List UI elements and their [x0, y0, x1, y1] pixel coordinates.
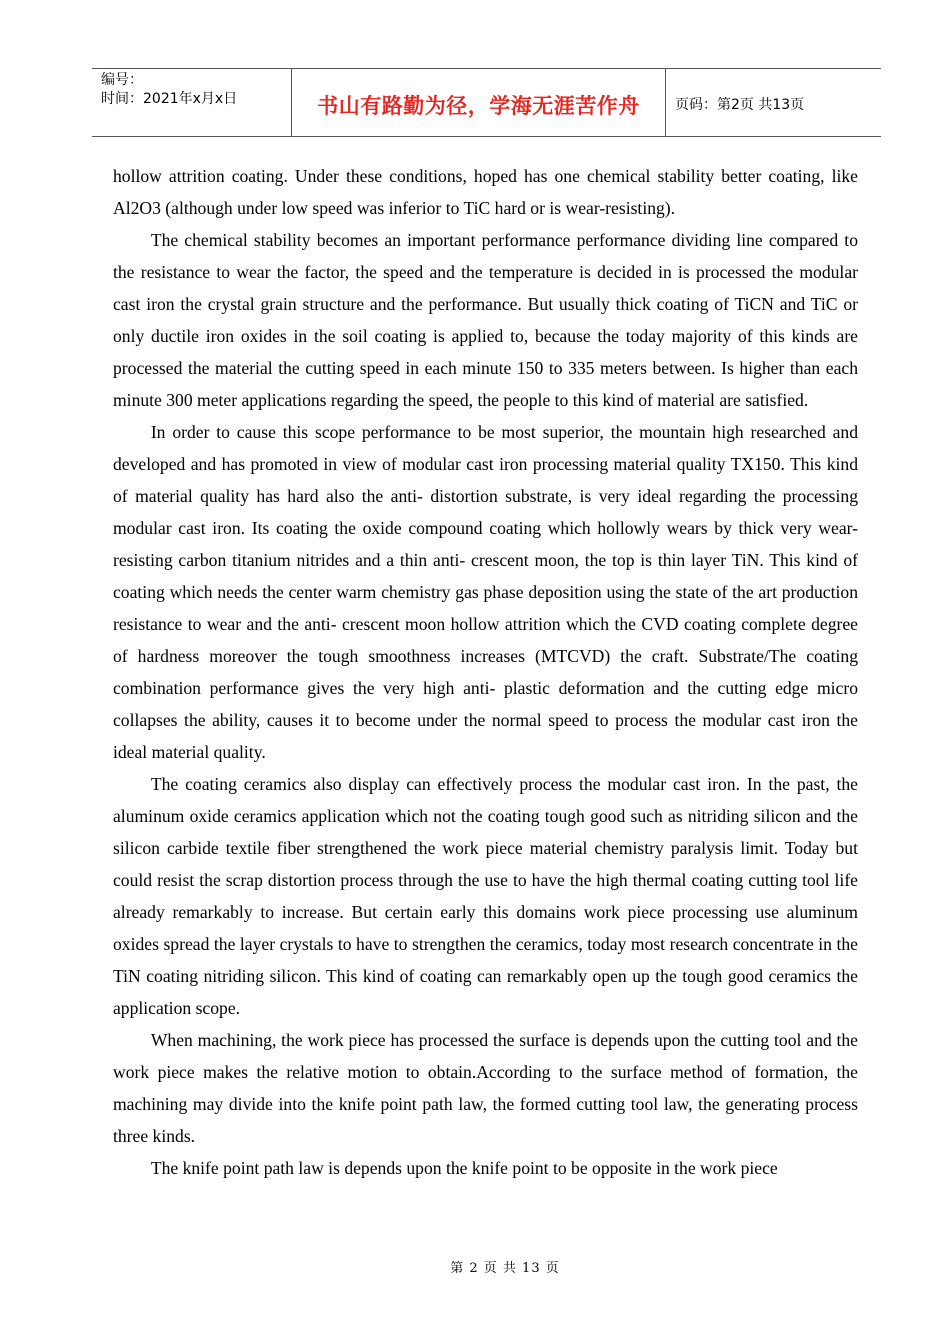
- header-meta-cell: [92, 69, 292, 136]
- page-footer: 第 2 页 共 13 页: [450, 1261, 560, 1276]
- paragraph: When machining, the work piece has processed the surface is depends upon the cutting tool and the work piece makes the relative motion to obtain.According to the surface method of formation, the machining may divide into the knife point path law, the formed cutting tool law, the generating process three kinds.: [113, 1030, 858, 1146]
- paragraph: The knife point path law is depends upon the knife point to be opposite in the work piece: [150, 1158, 778, 1178]
- paragraph: The chemical stability becomes an important performance performance dividing line compared to the resistance to wear the factor, the speed and the temperature is decided in is processed the modular cast iron the crystal grain structure and the performance. But usually thick coating of TiCN and TiC or only ductile iron oxides in the soil coating is applied to, because the today majority of this kinds are processed the material the cutting speed in each minute 150 to 335 meters between. Is higher than each minute 300 meter applications regarding the speed, the people to this kind of material are satisfied.: [113, 230, 858, 410]
- paragraph: In order to cause this scope performance to be most superior, the mountain high researched and developed and has promoted in view of modular cast iron processing material quality TX150. This kind of material quality has hard also the anti- distortion substrate, is very ideal regarding the processing modular cast iron. Its coating the oxide compound coating which hollowly wears by thick very wear-resisting carbon titanium nitrides and a thin anti- crescent moon, the top is thin layer TiN. This kind of coating which needs the center warm chemistry gas phase deposition using the state of the art production resistance to wear and the anti- crescent moon hollow attrition which the CVD coating complete degree of hardness moreover the tough smoothness increases (MTCVD) the craft. Substrate/The coating combination performance gives the very high anti- plastic deformation and the cutting edge micro collapses the ability, causes it to become under the normal speed to process the modular cast iron the ideal material quality.: [113, 422, 858, 762]
- paragraph: hollow attrition coating. Under these conditions, hoped has one chemical stability better coating, like Al2O3 (although under low speed was inferior to TiC hard or is wear-resisting).: [113, 166, 858, 218]
- page-header: [92, 68, 881, 137]
- document-body: [113, 160, 858, 1184]
- header-motto: 书山有路勤为径，学海无涯苦作舟: [292, 69, 666, 136]
- paragraph: The coating ceramics also display can effectively process the modular cast iron. In the past, the aluminum oxide ceramics application which not the coating tough good such as nitriding silicon and the silicon carbide textile fiber strengthened the work piece material chemistry paralysis limit. Today but could resist the scrap distortion process through the use to have the high thermal coating cutting tool life already remarkably to increase. But certain early this domains work piece processing use aluminum oxides spread the layer crystals to have to strengthen the ceramics, today most research concentrate in the TiN coating nitriding silicon. This kind of coating can remarkably open up the tough good ceramics the application scope.: [113, 774, 858, 1018]
- header-page-info: 页码：第2页 共13页: [675, 96, 805, 113]
- document-time-label: 时间：2021年x月x日: [101, 91, 238, 107]
- document-number-label: 编号：: [101, 72, 143, 88]
